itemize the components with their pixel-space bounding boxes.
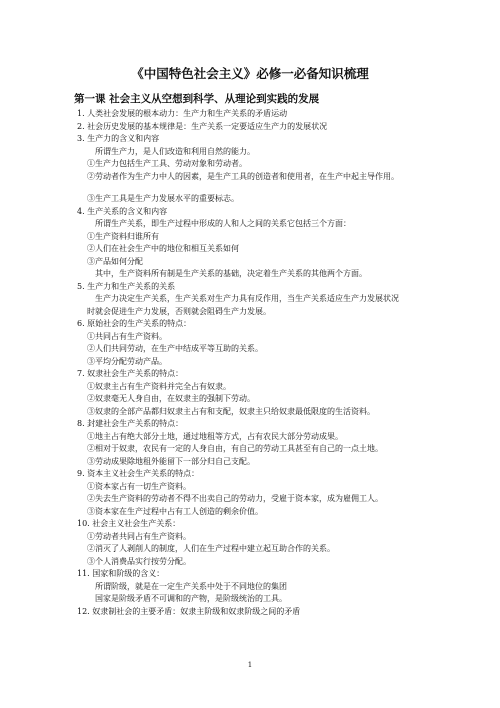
list-item: 1. 人类社会发展的根本动力：生产力和生产关系的矛盾运动 xyxy=(77,109,288,118)
sub-item: ②失去生产资料的劳动者不得不出卖自己的劳动力，受雇于资本家，成为雇佣工人。 xyxy=(87,494,383,503)
sub-item: ②消灭了人剥削人的制度，人们在生产过程中建立起互助合作的关系。 xyxy=(87,544,335,553)
sub-item: ③个人消费品实行按劳分配。 xyxy=(87,556,191,566)
document-body xyxy=(77,108,477,618)
sub-item: ②人们共同劳动，在生产中结成平等互助的关系。 xyxy=(87,344,263,353)
sub-item: ①地主占有绝大部分土地，通过地租等方式，占有农民大部分劳动成果。 xyxy=(87,431,343,441)
sub-item: ②人们在社会生产中的地位和相互关系如何 xyxy=(87,244,239,253)
list-item: 7. 奴隶社会生产关系的特点： xyxy=(77,369,184,378)
sub-item: ②奴隶毫无人身自由，在奴隶主的强制下劳动。 xyxy=(87,394,255,403)
sub-item: ①生产力包括生产工具、劳动对象和劳动者。 xyxy=(87,159,247,168)
list-item: 2. 社会历史发展的基本规律是：生产关系一定要适应生产力的发展状况 xyxy=(77,121,328,131)
list-item: 3. 生产力的含义和内容 xyxy=(77,134,160,143)
paragraph-line: 国家是阶级矛盾不可调和的产物，是阶级统治的工具。 xyxy=(95,594,287,603)
sub-item: ①生产资料归谁所有 xyxy=(87,231,159,241)
sub-item: ③劳动成果除地租外能留下一部分归自己支配。 xyxy=(87,456,255,466)
list-item: 12. 奴隶制社会的主要矛盾：奴隶主阶级和奴隶阶级之间的矛盾 xyxy=(77,606,301,616)
list-item: 11. 国家和阶级的含义： xyxy=(77,569,165,578)
paragraph-line: 所谓生产关系，即生产过程中形成的人和人之间的关系它包括三个方面： xyxy=(95,219,351,228)
paragraph-line: 其中，生产资料所有制是生产关系的基础，决定着生产关系的其他两个方面。 xyxy=(95,269,367,278)
document-title: 《中国特色社会主义》必修一必备知识梳理 xyxy=(131,66,369,81)
list-item: 9. 资本主义社会生产关系的特点： xyxy=(77,469,200,478)
sub-item: ③产品如何分配 xyxy=(87,256,143,266)
sub-item: ①奴隶主占有生产资料并完全占有奴隶。 xyxy=(87,381,231,391)
sub-item: ③生产工具是生产力发展水平的重要标志。 xyxy=(87,194,239,203)
paragraph-line: 所谓生产力，是人们改造和利用自然的能力。 xyxy=(95,146,255,156)
list-item: 5. 生产力和生产关系的关系 xyxy=(77,281,176,291)
sub-item: ①共同占有生产资料。 xyxy=(87,331,167,341)
page-number: 1 xyxy=(247,661,253,669)
list-item: 6. 原始社会的生产关系的特点： xyxy=(77,319,192,328)
sub-item: ③奴隶的全部产品都归奴隶主占有和支配，奴隶主只给奴隶最低限度的生活资料。 xyxy=(87,406,375,416)
list-item: 4. 生产关系的含义和内容 xyxy=(77,206,168,216)
paragraph-line: 时就会促进生产力发展，否则就会阻碍生产力发展。 xyxy=(87,306,271,316)
lesson-heading: 第一课 社会主义从空想到科学、从理论到实践的发展 xyxy=(74,93,320,105)
blank-line xyxy=(77,183,477,193)
list-item: 8. 封建社会生产关系的特点： xyxy=(77,419,184,428)
sub-item: ①劳动者共同占有生产资料。 xyxy=(87,531,191,541)
sub-item: ②相对于奴隶，农民有一定的人身自由，有自己的劳动工具甚至有自己的一点土地。 xyxy=(87,444,383,453)
paragraph-line: 所谓阶级，就是在一定生产关系中处于不同地位的集团 xyxy=(95,581,287,591)
sub-item: ①资本家占有一切生产资料。 xyxy=(87,481,191,491)
sub-item: ③平均分配劳动产品。 xyxy=(87,356,167,366)
list-item: 10. 社会主义社会生产关系： xyxy=(77,519,181,528)
sub-item: ②劳动者作为生产力中人的因素，是生产工具的创造者和使用者，在生产中起主导作用。 xyxy=(87,171,399,181)
paragraph-line: 生产力决定生产关系，生产关系对生产力具有反作用，当生产关系适应生产力发展状况 xyxy=(95,294,399,303)
sub-item: ③资本家在生产过程中占有工人创造的剩余价值。 xyxy=(87,506,263,516)
